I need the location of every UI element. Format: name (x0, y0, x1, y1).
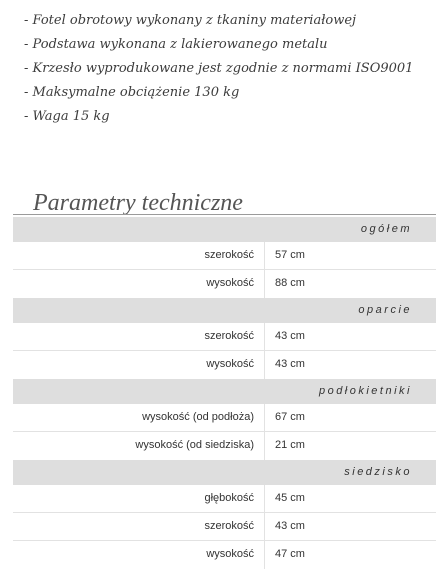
param-value: 43 cm (275, 520, 305, 532)
param-value: 57 cm (275, 249, 305, 261)
param-label: wysokość (13, 270, 265, 298)
section-title: Parametry techniczne (33, 190, 243, 216)
param-label: szerokość (13, 513, 265, 540)
group-header: oparcie (13, 298, 436, 323)
title-divider (13, 214, 436, 215)
table-row (13, 323, 436, 351)
param-label: szerokość (13, 323, 265, 350)
table-row (13, 351, 436, 379)
feature-item: - Fotel obrotowy wykonany z tkaniny materiałowej (24, 13, 357, 28)
feature-item: - Maksymalne obciążenie 130 kg (24, 85, 240, 100)
param-value: 47 cm (275, 548, 305, 560)
table-row (13, 270, 436, 298)
group-header: ogółem (13, 217, 436, 242)
table-row (13, 541, 436, 569)
feature-item: - Waga 15 kg (24, 109, 110, 124)
feature-item: - Krzesło wyprodukowane jest zgodnie z normami ISO9001 (24, 61, 414, 76)
param-value: 88 cm (275, 277, 305, 289)
param-group-backrest (13, 298, 436, 379)
group-header: siedzisko (13, 460, 436, 485)
param-value: 43 cm (275, 330, 305, 342)
feature-item: - Podstawa wykonana z lakierowanego metalu (24, 37, 328, 52)
param-value: 21 cm (275, 439, 305, 451)
parameters-table (13, 217, 436, 569)
param-label: szerokość (13, 242, 265, 269)
table-row (13, 513, 436, 541)
table-row (13, 404, 436, 432)
param-label: wysokość (od siedziska) (13, 432, 265, 460)
feature-list (24, 9, 413, 129)
param-label: wysokość (od podłoża) (13, 404, 265, 431)
table-row (13, 485, 436, 513)
param-group-seat (13, 460, 436, 569)
param-label: wysokość (13, 351, 265, 379)
group-header: podłokietniki (13, 379, 436, 404)
param-group-general (13, 217, 436, 298)
param-label: wysokość (13, 541, 265, 569)
param-value: 67 cm (275, 411, 305, 423)
param-value: 45 cm (275, 492, 305, 504)
param-label: głębokość (13, 485, 265, 512)
table-row (13, 432, 436, 460)
param-group-armrests (13, 379, 436, 460)
param-value: 43 cm (275, 358, 305, 370)
table-row (13, 242, 436, 270)
